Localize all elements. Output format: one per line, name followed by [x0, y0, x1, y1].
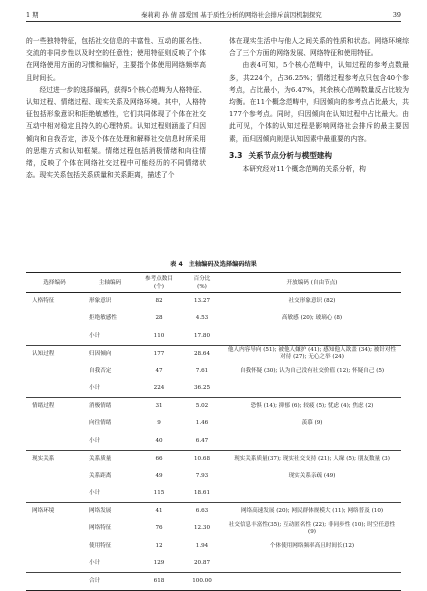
table-row: [26, 415, 401, 433]
cell-refs: 129: [153, 560, 165, 566]
running-header: [26, 8, 401, 22]
section-number: 3.3: [229, 150, 243, 160]
cell-open: 社交信息丰富性(35); 互动匿名性 (22); 非同步性 (10); 时空任意性 (9): [228, 521, 396, 535]
cell-axial: 自我否定: [89, 367, 112, 374]
table-row-subtotal: [26, 380, 401, 398]
cell-percent: 4.53: [195, 315, 209, 322]
cell-open: [223, 555, 401, 573]
header-axial-coding: 主轴编码: [83, 273, 137, 293]
cell-axial: 拒绝敏感性: [89, 315, 117, 322]
cell-percent: 20.87: [193, 560, 210, 566]
table-row: [26, 363, 401, 381]
cell-refs: 66: [137, 450, 181, 468]
table-caption: [26, 259, 401, 268]
cell-percent: 1.46: [195, 420, 209, 427]
cell-selective: 现实关系: [26, 450, 83, 468]
right-text-column: [229, 35, 409, 175]
cell-selective: [26, 538, 83, 556]
cell-selective: [26, 555, 83, 573]
cell-refs: 28: [155, 315, 163, 322]
left-paragraph-2: 经过进一步的选择编码，获得5个核心范畴为人格特征、认知过程、情绪过程、现实关系及网络环境。其中，人格特征包括形象意识和拒绝敏感性，它们共同体现了个体在社交互动中相对稳定且持久的心理特质。认知过程则涵盖了归因倾向和自我否定，涉及个体在处理和解释社交信息时所采用的思维方式和认知框架。情绪过程包括消极情绪和向往情绪，反映了个体在网络社交过程中可能经历的不同情绪状态。现实关系包括关系质量和关系距离，描述了个: [26, 85, 206, 180]
cell-percent: 5.02: [181, 398, 223, 416]
cell-selective: [26, 310, 83, 328]
cell-percent: 7.93: [195, 472, 209, 479]
cell-refs: 177: [137, 345, 181, 363]
cell-axial: 小计: [89, 332, 101, 339]
cell-selective: 网络环境: [26, 503, 83, 521]
cell-refs: 110: [153, 332, 165, 339]
cell-axial: 小计: [89, 437, 101, 444]
cell-percent: 17.80: [193, 332, 210, 339]
cell-selective: [26, 520, 83, 538]
cell-axial: 网络发展: [83, 503, 137, 521]
cell-refs: 82: [137, 293, 181, 311]
cell-percent: 1.94: [195, 542, 209, 549]
table-row: [26, 398, 401, 416]
cell-refs: 224: [153, 385, 165, 391]
cell-axial: 关系距离: [89, 472, 112, 479]
cell-refs: 41: [137, 503, 181, 521]
cell-axial: 使用特征: [89, 542, 112, 549]
cell-selective: [26, 415, 83, 433]
cell-open: [223, 433, 401, 451]
cell-open: 社交形象意识 (82): [223, 293, 401, 311]
cell-axial: 形象意识: [83, 293, 137, 311]
cell-axial: 消极情绪: [83, 398, 137, 416]
cell-percent: 18.61: [193, 490, 210, 496]
cell-selective: [26, 485, 83, 503]
cell-selective: [26, 433, 83, 451]
cell-open: 现实关系质量(37); 现实社交支持 (21); 人缘 (5); 朋友数量 (3): [223, 450, 401, 468]
table-row-subtotal: [26, 328, 401, 346]
cell-selective: 认知过程: [26, 345, 83, 363]
header-percentage: 百分比 (%): [181, 273, 223, 293]
cell-percent: 100.00: [181, 573, 223, 591]
left-text-column: [26, 35, 206, 181]
section-title: 关系节点分析与模型建构: [248, 150, 332, 160]
cell-selective: [26, 468, 83, 486]
cell-open: 个体使用网络频率高且时间长(12): [269, 542, 355, 549]
right-paragraph-1: 体在现实生活中与他人之间关系的性质和状态。网络环境综合了三个方面的网络发展、网络特征和使用特征。: [229, 37, 409, 58]
table-row: [26, 293, 401, 311]
table-row: [26, 450, 401, 468]
table-row: [26, 345, 401, 363]
cell-percent: 28.64: [181, 345, 223, 363]
cell-refs: 31: [137, 398, 181, 416]
cell-open: [223, 485, 401, 503]
cell-axial: 小计: [89, 490, 101, 496]
issue-number: 1 期: [26, 11, 39, 19]
cell-percent: 10.68: [181, 450, 223, 468]
table-row: [26, 503, 401, 521]
cell-axial: 关系质量: [83, 450, 137, 468]
cell-refs: 49: [155, 472, 163, 479]
cell-refs: 12: [155, 542, 163, 549]
header-selective-coding: 选择编码: [26, 273, 83, 293]
table-row: [26, 520, 401, 538]
cell-percent: 6.47: [195, 437, 209, 444]
cell-percent: 36.25: [193, 385, 210, 391]
cell-refs: 40: [155, 437, 163, 444]
left-paragraph-1: 的一些独特特征，包括社交信息的丰富性、互动的匿名性、交流的非同步性以及时空的任意性；使用特征则反映了个体在网络使用方面的习惯和偏好，主要指个体使用网络频率高且时间长。: [26, 37, 206, 82]
cell-refs: 9: [157, 420, 161, 427]
running-title: 秦莉莉 孙 倩 邵爱国 基于质性分析的网络社会排斥前因机制探究: [141, 11, 322, 19]
right-paragraph-3: 本研究经对11个概念范畴的关系分析，构: [242, 164, 366, 173]
cell-selective: 情绪过程: [26, 398, 83, 416]
header-open-coding: 开放编码 (自由节点): [223, 273, 401, 293]
cell-axial: 归因倾向: [83, 345, 137, 363]
table-row-total: [26, 573, 401, 591]
cell-selective: [26, 573, 83, 591]
table-title: 主轴编码及选择编码结果: [188, 261, 257, 268]
cell-refs: 115: [153, 490, 165, 496]
cell-percent: 13.27: [181, 293, 223, 311]
table-body: [26, 293, 401, 591]
right-paragraph-2: 由表4可知，5个核心范畴中，认知过程的参考点数最多，共224个，占36.25%；情绪过程参考点只包含40个参考点，占比最小，为6.47%，其余核心范畴数量反占比较为均衡。在11个概念范畴中，归因倾向的参考点占比最大，共177个参考点。同时，归因倾向在认知过程中占比最大。由此可见，个体的认知过程是影响网络社会排斥的最主要因素，而归因倾向则是认知因素中最重要的内容。: [229, 61, 409, 143]
cell-selective: [26, 328, 83, 346]
cell-axial: 小计: [89, 385, 101, 391]
cell-open: [223, 573, 401, 591]
cell-refs: 47: [155, 367, 163, 374]
cell-selective: 人格特征: [26, 293, 83, 311]
table-row-subtotal: [26, 555, 401, 573]
page-number: 39: [392, 11, 401, 19]
section-heading: [229, 149, 409, 162]
cell-axial: 网络特征: [89, 525, 112, 532]
cell-open: [223, 328, 401, 346]
cell-axial: 合计: [83, 573, 137, 591]
cell-axial: 向往情绪: [89, 420, 112, 427]
cell-open: 现实关系亲疏 (49): [288, 472, 336, 479]
cell-open: 羡慕 (9): [301, 420, 323, 427]
cell-refs: 618: [137, 573, 181, 591]
table-number: 表 4: [170, 261, 183, 268]
table-row: [26, 538, 401, 556]
table-row: [26, 468, 401, 486]
cell-open: 网络高速发展 (20); 网民群体规模大 (11); 网络普及 (10): [223, 503, 401, 521]
cell-axial: 小计: [89, 560, 101, 566]
table-row-subtotal: [26, 433, 401, 451]
cell-percent: 6.63: [181, 503, 223, 521]
cell-open: 恐惧 (14); 抑郁 (6); 较疲 (5); 忧虑 (4); 焦虑 (2): [223, 398, 401, 416]
cell-selective: [26, 363, 83, 381]
cell-open: [223, 380, 401, 398]
cell-open: 高敏感 (20); 玻璃心 (8): [281, 315, 343, 322]
table-row: [26, 310, 401, 328]
cell-open: 他人内容导向 (51); 被他人嫌护 (41); 感知他人欲盖 (34); 被针对性对待 (27); 无心之举 (24): [223, 345, 401, 363]
cell-open: 自我怀疑 (30); 认为自己没有社交价值 (12); 怀疑自己 (5): [239, 367, 385, 374]
table-row-subtotal: [26, 485, 401, 503]
cell-refs: 76: [155, 525, 163, 532]
coding-results-table: [26, 272, 401, 591]
cell-percent: 12.30: [193, 525, 210, 532]
table-header-row: [26, 273, 401, 293]
cell-selective: [26, 380, 83, 398]
header-reference-count: 参考点数目 (个): [137, 273, 181, 293]
cell-percent: 7.61: [195, 367, 209, 374]
